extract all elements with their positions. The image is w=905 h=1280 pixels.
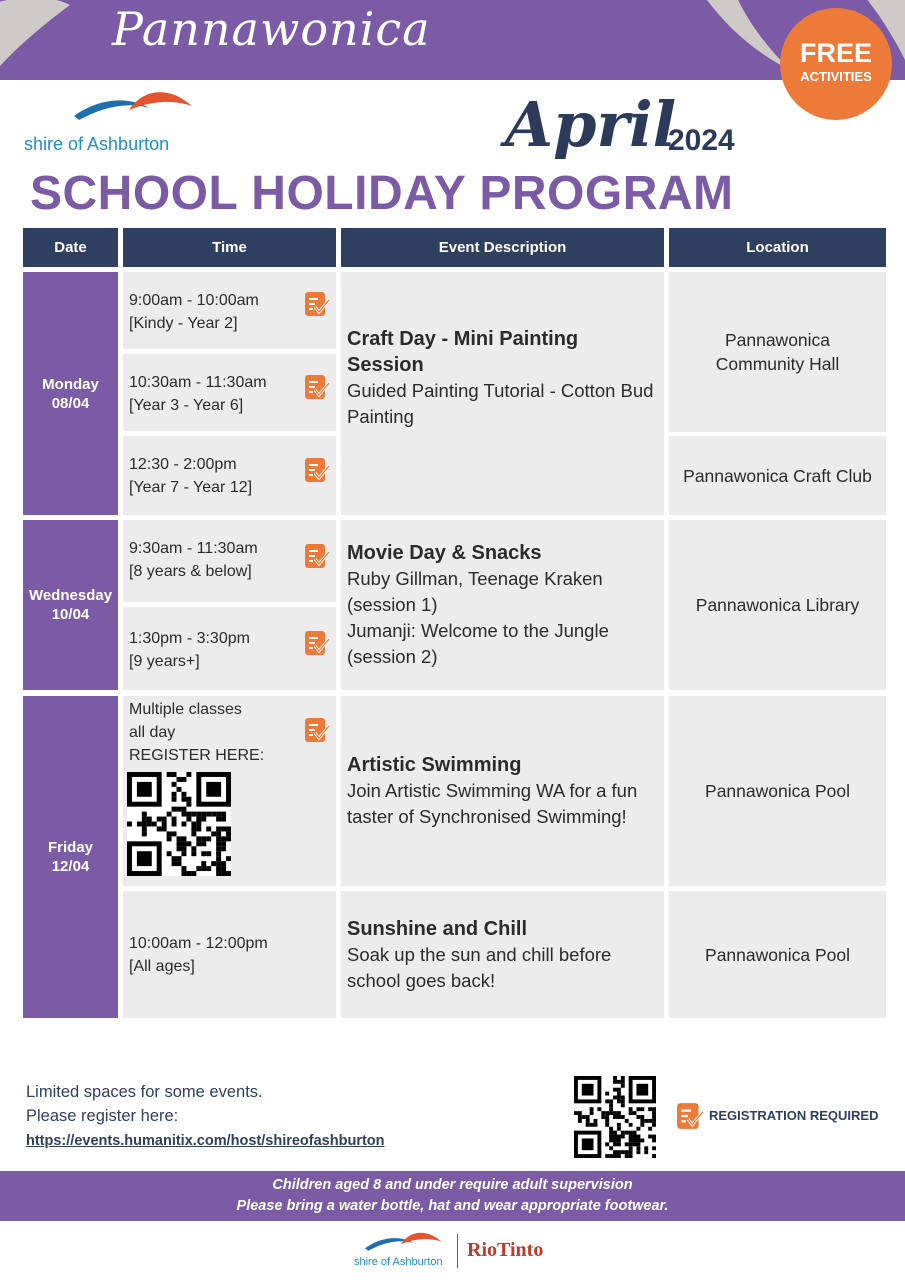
- top-banner: [0, 0, 905, 80]
- event-description: Join Artistic Swimming WA for a fun taster of Synchronised Swimming!: [347, 780, 638, 827]
- age-group: [All ages]: [129, 958, 195, 975]
- registration-checklist-icon[interactable]: [304, 630, 330, 656]
- column-header-date: Date: [23, 228, 118, 267]
- time-range: 1:30pm - 3:30pm: [129, 630, 250, 647]
- note-line: Please register here:: [26, 1107, 179, 1125]
- activities-label: ACTIVITIES: [800, 69, 872, 84]
- column-header-event: Event Description: [341, 228, 664, 267]
- footer-note: [26, 1080, 263, 1128]
- location-cell: Pannawonica Library: [669, 520, 886, 690]
- time-range: 10:00am - 12:00pm: [129, 935, 268, 952]
- date-cell: [23, 696, 118, 1018]
- qr-code-icon[interactable]: [574, 1076, 656, 1158]
- age-group: [9 years+]: [129, 653, 200, 670]
- time-range: 12:30 - 2:00pm: [129, 456, 237, 473]
- note-line: Limited spaces for some events.: [26, 1083, 263, 1101]
- time-range: 9:30am - 11:30am: [129, 540, 258, 557]
- shire-logo: [24, 88, 204, 158]
- date-cell: [23, 272, 118, 515]
- town-name: Pannawonica: [112, 2, 431, 56]
- time-cell: [123, 891, 336, 1018]
- event-title: Artistic Swimming: [347, 754, 522, 776]
- shire-logo-icon: [354, 1230, 454, 1256]
- event-title: Movie Day & Snacks: [347, 542, 542, 564]
- location-cell: Pannawonica Craft Club: [669, 436, 886, 515]
- event-description: Jumanji: Welcome to the Jungle (session 2): [347, 620, 609, 667]
- sponsor-logo: RioTinto: [467, 1239, 544, 1261]
- event-title: Craft Day - Mini Painting Session: [347, 328, 579, 376]
- registration-checklist-icon[interactable]: [304, 374, 330, 400]
- event-cell: [341, 891, 664, 1018]
- day-date: 12/04: [51, 858, 90, 875]
- registration-checklist-icon[interactable]: [304, 457, 330, 483]
- class-info: Multiple classes: [129, 701, 242, 718]
- page-title: SCHOOL HOLIDAY PROGRAM: [30, 167, 734, 220]
- registration-checklist-icon[interactable]: [304, 717, 330, 743]
- free-label: FREE: [799, 38, 872, 68]
- age-group: [Kindy - Year 2]: [129, 315, 238, 332]
- day-date: 08/04: [51, 394, 90, 412]
- time-range: 9:00am - 10:00am: [129, 292, 259, 309]
- column-header-location: Location: [669, 228, 886, 267]
- register-label: REGISTER HERE:: [129, 747, 265, 764]
- registration-checklist-icon[interactable]: [304, 291, 330, 317]
- bring-items-note: Please bring a water bottle, hat and wear appropriate footwear.: [236, 1198, 669, 1214]
- logo-divider: [457, 1234, 458, 1268]
- registration-required-label: REGISTRATION REQUIRED: [709, 1108, 879, 1123]
- age-group: [8 years & below]: [129, 563, 252, 580]
- event-description: Guided Painting Tutorial - Cotton Bud Painting: [347, 380, 654, 427]
- free-activities-badge: [780, 8, 892, 120]
- brush-stroke-icon: [0, 0, 90, 80]
- event-description: Ruby Gillman, Teenage Kraken (session 1): [347, 568, 603, 615]
- event-description: Soak up the sun and chill before school goes back!: [347, 943, 612, 991]
- time-range: 10:30am - 11:30am: [129, 374, 267, 391]
- class-info: all day: [129, 724, 176, 741]
- registration-link[interactable]: https://events.humanitix.com/host/shireofashburton: [26, 1133, 385, 1149]
- council-name: shire of Ashburton: [354, 1256, 443, 1268]
- day-name: Monday: [42, 375, 99, 393]
- registration-checklist-icon[interactable]: [304, 543, 330, 569]
- day-date: 10/04: [51, 606, 90, 623]
- location-cell: Pannawonica Community Hall: [669, 272, 886, 432]
- shire-logo-icon: [74, 88, 194, 128]
- footer-logos: [350, 1230, 570, 1272]
- event-cell: [341, 696, 664, 886]
- registration-checklist-icon: [676, 1102, 704, 1130]
- council-name: shire of Ashburton: [24, 134, 170, 154]
- column-header-time: Time: [123, 228, 336, 267]
- supervision-note: Children aged 8 and under require adult supervision: [272, 1177, 633, 1193]
- qr-code-icon[interactable]: [127, 772, 231, 876]
- location-cell: Pannawonica Pool: [669, 696, 886, 886]
- bottom-bar: [0, 1171, 905, 1221]
- age-group: [Year 7 - Year 12]: [129, 479, 253, 496]
- date-cell: [23, 520, 118, 690]
- month-label: April: [505, 88, 677, 161]
- location-cell: Pannawonica Pool: [669, 891, 886, 1018]
- day-name: Wednesday: [28, 587, 113, 604]
- event-cell: [341, 520, 664, 690]
- age-group: [Year 3 - Year 6]: [129, 397, 244, 414]
- year-label: 2024: [668, 124, 735, 157]
- event-title: Sunshine and Chill: [347, 917, 528, 940]
- event-cell: [341, 272, 664, 515]
- day-name: Friday: [47, 839, 93, 856]
